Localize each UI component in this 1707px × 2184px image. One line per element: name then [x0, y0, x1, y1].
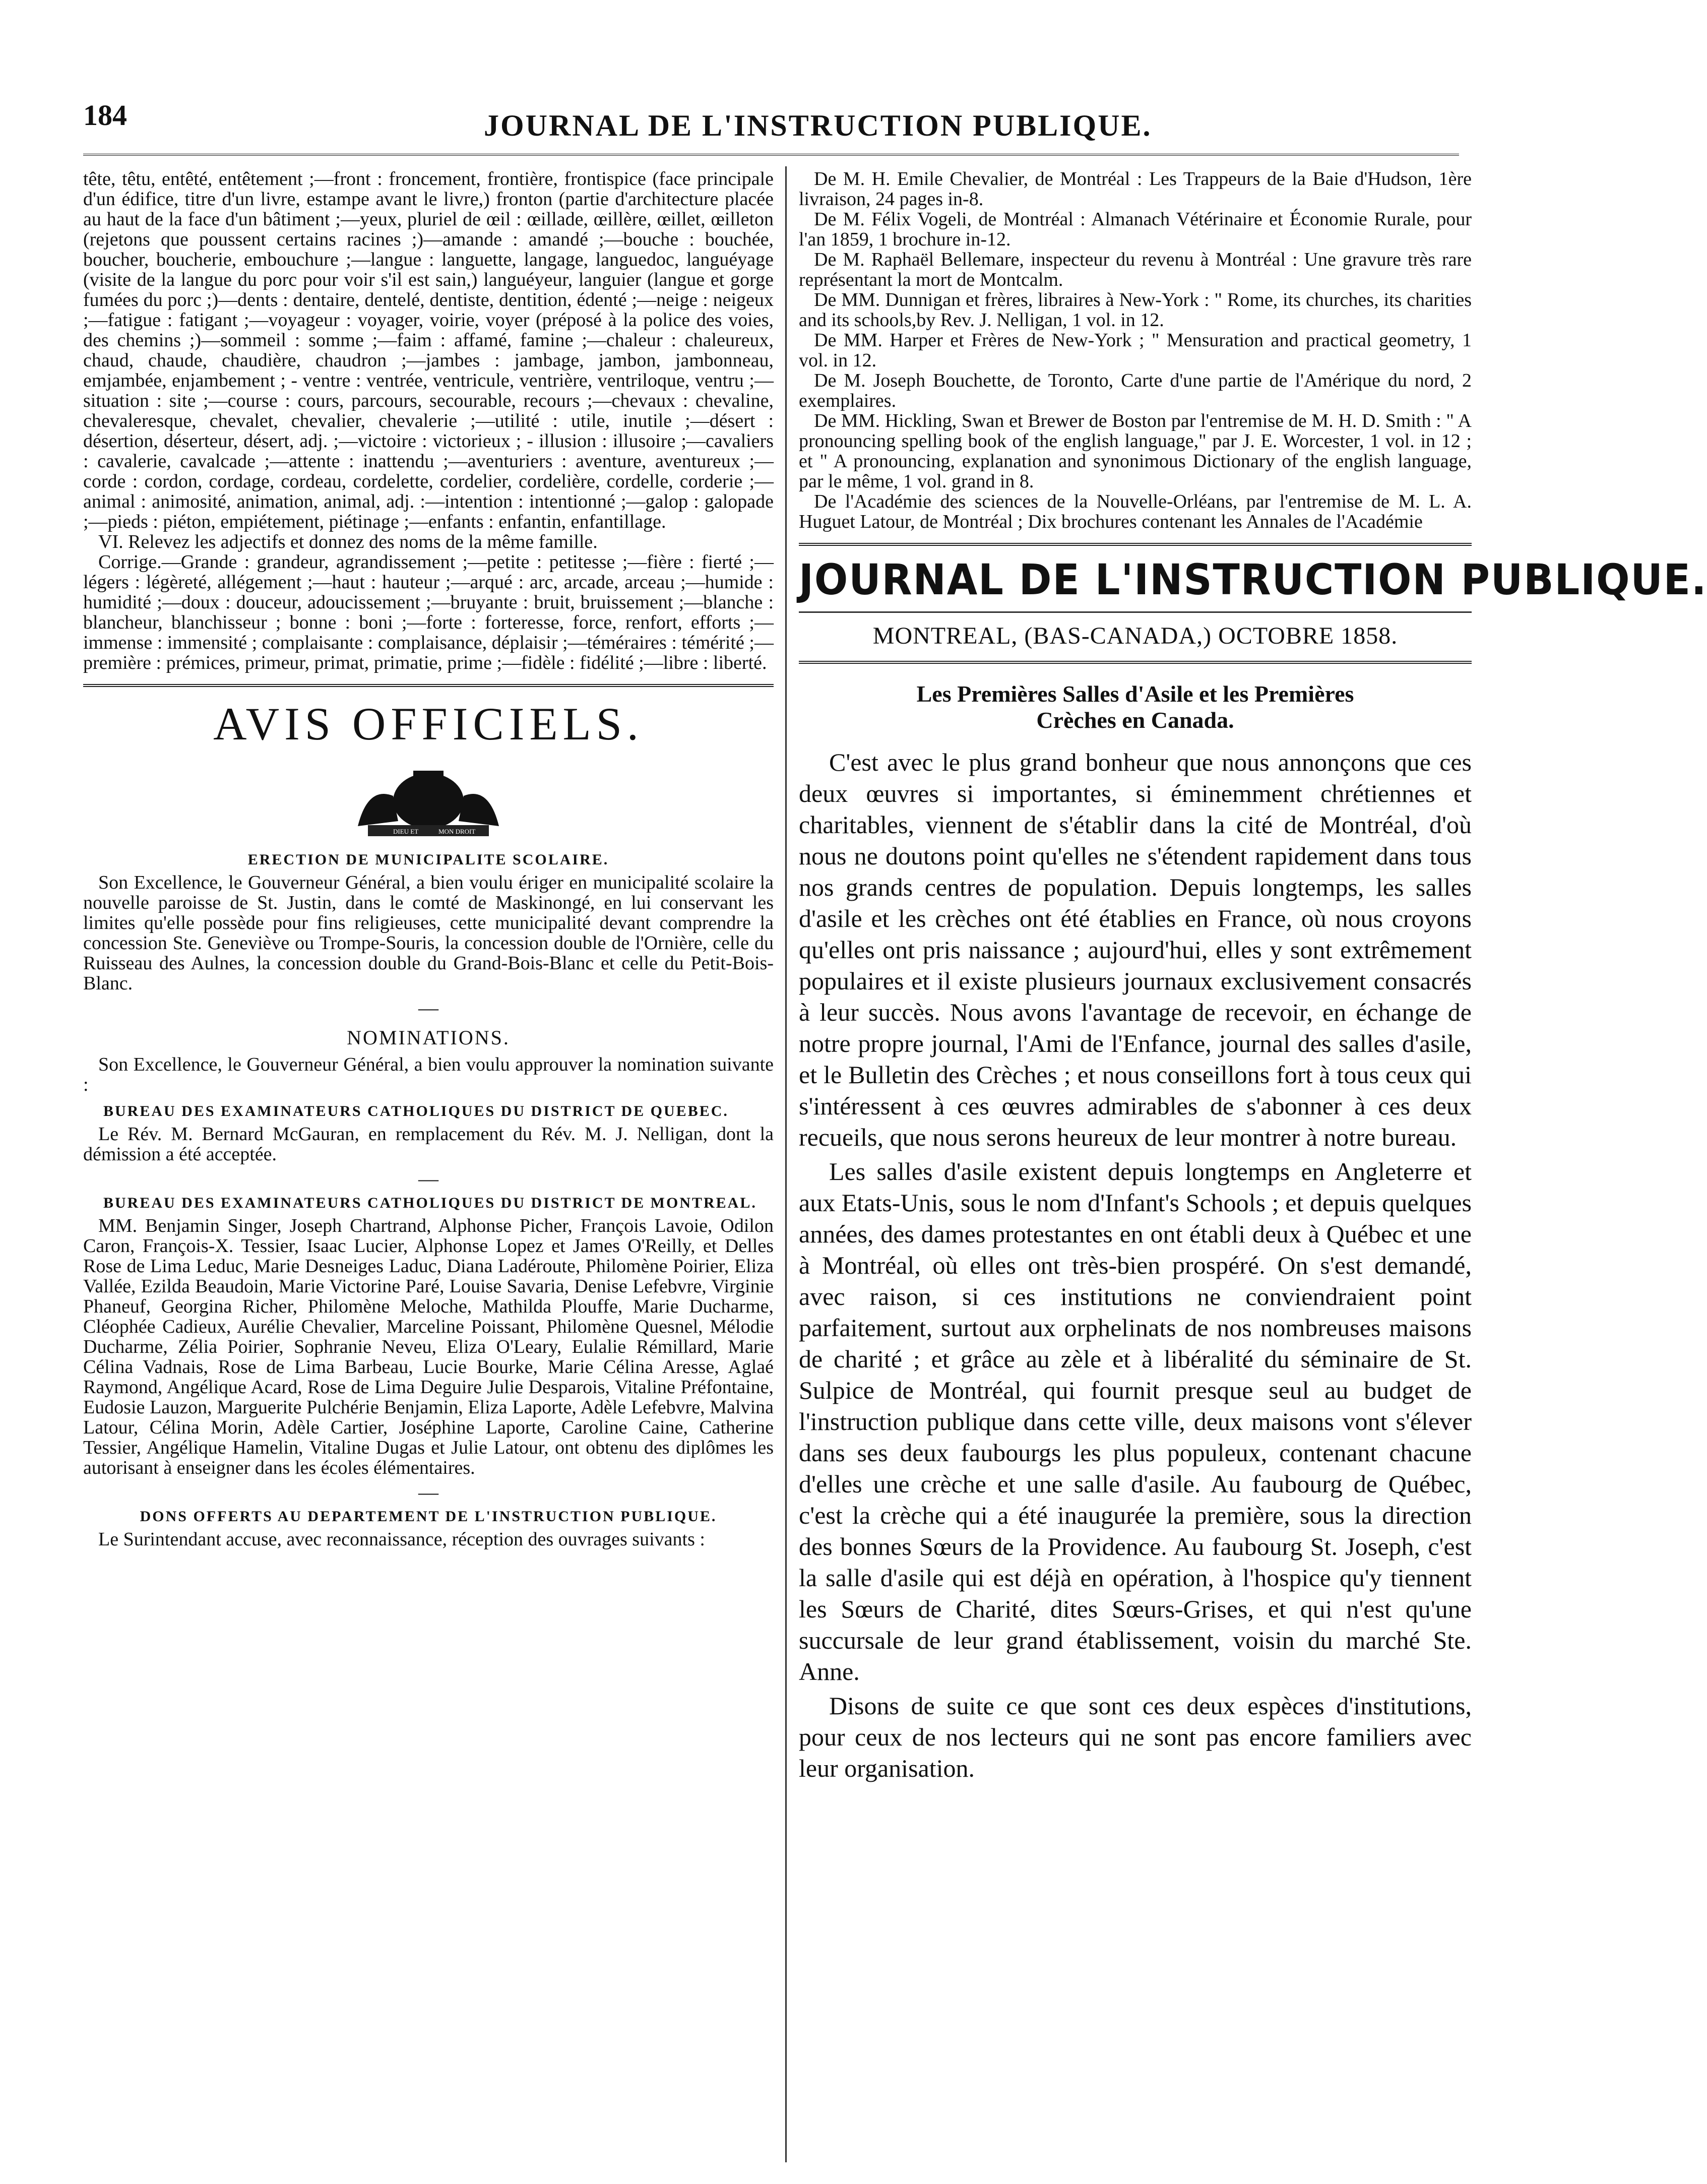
don-entry: De MM. Harper et Frères de New-York ; " Mensuration and practical geometry, 1 vol. in 12.	[799, 330, 1472, 371]
don-entry: De M. Raphaël Bellemare, inspecteur du revenu à Montréal : Une gravure très rare représentant la mort de Montcalm.	[799, 249, 1472, 290]
page-number: 184	[83, 99, 127, 132]
separator-dash: —	[418, 996, 438, 1019]
section-rule	[799, 661, 1472, 664]
separator-dash: —	[418, 1167, 438, 1190]
section-rule	[83, 684, 774, 687]
article-paragraph: C'est avec le plus grand bonheur que nous annonçons que ces deux œuvres si importantes, si éminemment chrétiennes et charitables, viennent de s'établir dans la cité de Montréal, d'où nous ne doutons point qu'elles ne s'étendent rapidement dans tous nos grands centres de population. Depuis longtemps, les salles d'asile et les crèches ont été établies en France, où nous croyons qu'elles ont pris naissance ; aujourd'hui, elles y sont extrêmement populaires et il existe plusieurs journaux exclusivement consacrés à leur succès. Nous avons l'avantage de recevoir, en échange de notre propre journal, l'Ami de l'Enfance, journal des salles d'asile, et le Bulletin des Crèches ; et nous conseillons fort à tous ceux qui s'intéressent à ces œuvres admirables de s'abonner à ces deux recueils, que nous serons heureux de leur montrer à notre bureau.	[799, 748, 1472, 1151]
running-title: JOURNAL DE L'INSTRUCTION PUBLIQUE.	[484, 109, 1152, 142]
section-rule	[799, 543, 1472, 546]
erection-text: Son Excellence, le Gouverneur Général, a bien voulu ériger en municipalité scolaire la nouvelle paroisse de St. Justin, dans le comté de Maskinongé, en lui conservant les limites qu'elle possède pour fins religieuses, cette municipalité devant comprendre la concession Ste. Geneviève ou Trompe-Souris, la concession double de l'Ornière, celle du Ruisseau des Aulnes, la concession double du Grand-Bois-Blanc et celle du Petit-Bois-Blanc.	[83, 872, 774, 994]
masthead-rule	[799, 611, 1472, 613]
dateline: MONTREAL, (BAS-CANADA,) OCTOBRE 1858.	[872, 622, 1398, 649]
crest-motto-right: MON DROIT	[438, 828, 476, 835]
article-paragraph: Disons de suite ce que sont ces deux espèces d'institutions, pour ceux de nos lecteurs qui ne sont pas encore familiers avec leur organisation.	[799, 1692, 1472, 1782]
dons-heading: DONS OFFERTS AU DEPARTEMENT DE L'INSTRUCTION PUBLIQUE.	[140, 1508, 717, 1525]
left-column	[83, 169, 774, 1549]
corrige-paragraph: Corrige.—Grande : grandeur, agrandissement ;—petite : petitesse ;—fière : fierté ;—légers : légèreté, allégement ;—haut : hauteur ;—arqué : arc, arcade, arceau ;—humide : humidité ;—doux : douceur, adoucissement ;—bruyante : bruit, bruissement ;—blanche : blancheur, blanchisseur ; bonne : boni ;—forte : forteresse, force, renfort, efforts ;—immense : immensité ; complaisante : complaisance, déplaisir ;—téméraires : témérité ;—première : prémices, primeur, primat, primatie, prime ;—fidèle : fidélité ;—libre : liberté.	[83, 551, 774, 673]
right-column	[799, 168, 1707, 1787]
article-title-line-1: Les Premières Salles d'Asile et les Premières	[916, 681, 1354, 707]
header-rule	[83, 154, 1459, 156]
don-entry: De l'Académie des sciences de la Nouvelle-Orléans, par l'entremise de M. L. A. Huguet Latour, de Montréal ; Dix brochures contenant les Annales de l'Académie	[799, 491, 1472, 532]
article-paragraph: Les salles d'asile existent depuis longtemps en Angleterre et aux Etats-Unis, sous le nom d'Infant's Schools ; et depuis quelques années, des dames protestantes en ont établi deux à Québec et une à Montréal, où elles ont très-bien prospéré. On s'est demandé, avec raison, si ces institutions ne conviendraient point parfaitement, surtout aux orphelinats de nos nombreuses maisons de charité ; et grâce au zèle et à libéralité du séminaire de St. Sulpice de Montréal, qui fournit presque seul au budget de l'instruction publique dans cette ville, deux maisons vont s'élever dans ses deux faubourgs les plus populeux, contenant chacune d'elles une crèche et une salle d'asile. Au faubourg de Québec, c'est la crèche qui a été inaugurée la première, sous la direction des bonnes Sœurs de la Providence. Au faubourg St. Joseph, c'est la salle d'asile qui est déjà en opération, à l'hospice qu'y tiennent les Sœurs de Charité, dites Sœurs-Grises, et qui n'est qu'une succursale de leur grand établissement, voisin du marché Ste. Anne.	[799, 1157, 1472, 1686]
article-title-line-2: Crèches en Canada.	[1036, 707, 1234, 733]
don-entry: De M. Félix Vogeli, de Montréal : Almanach Vétérinaire et Économie Rurale, pour l'an 1859, 1 brochure in-12.	[799, 209, 1472, 250]
montreal-board-text: MM. Benjamin Singer, Joseph Chartrand, Alphonse Picher, François Lavoie, Odilon Caron, François-X. Tessier, Isaac Lucier, Alphonse Lopez et James O'Reilly, et Delles Rose de Lima Leduc, Marie Desneiges Laduc, Diana Ladéroute, Philomène Poirier, Eliza Vallée, Ezilda Beaudoin, Marie Victorine Paré, Louise Savaria, Denise Lefebvre, Virginie Phaneuf, Georgina Richer, Philomène Meloche, Mathilda Plouffe, Marie Ducharme, Cléophée Cadieux, Aurélie Chevalier, Marceline Poissant, Philomène Quesnel, Mélodie Ducharme, Zélia Poirier, Sophranie Neveu, Eliza O'Leary, Eulalie Rémillard, Marie Célina Vadnais, Rose de Lima Barbeau, Lucie Bourke, Marie Célina Aresse, Aglaé Raymond, Angélique Acard, Rose de Lima Deguire Julie Desparois, Vitaline Préfontaine, Eudosie Lauzon, Marguerite Pulchérie Benjamin, Eliza Laporte, Adèle Lefebvre, Malvina Latour, Célina Morin, Adèle Cartier, Joséphine Laporte, Caroline Caine, Catherine Tessier, Angélique Hamelin, Vitaline Dugas et Julie Latour, ont obtenu des diplômes les autorisant à enseigner dans les écoles élémentaires.	[83, 1215, 774, 1478]
don-entry: De MM. Dunnigan et frères, libraires à New-York : " Rome, its churches, its charities and its schools,by Rev. J. Nelligan, 1 vol. in 12.	[799, 289, 1472, 331]
vocabulary-paragraph: tête, têtu, entêté, entêtement ;—front : froncement, frontière, frontispice (face principale d'un édifice, titre d'un livre, estampe avant le livre,) fronton (partie d'architecture placée au haut de la face d'un bâtiment ;—yeux, pluriel de œil : œillade, œillère, œillet, œilleton (rejetons que poussent certains racines ;)—amande : amandé ;—bouche : bouchée, boucher, boucherie, embouchure ;—langue : languette, langage, languedoc, languéyage (visite de la langue du porc pour voir s'il est sain,) languéyeur, languier (langue et gorge fumées du porc ;)—dents : dentaire, dentelé, dentiste, dentition, édenté ;—neige : neigeux ;—fatigue : fatigant ;—voyageur : voyager, voirie, voyer (préposé à la police des voies, des chemins ;)—sommeil : somme ;—faim : affamé, famine ;—chaleur : chaleureux, chaud, chaude, chaudière, chaudron ;—jambes : jambage, jambon, jambonneau, emjambée, enjambement ; - ventre : ventrée, ventricule, ventrière, ventriloque, ventru ;—situation : site ;—course : cours, parcours, secourable, recours ;—chevaux : chevaline, chevaleresque, chevalet, chevalier, chevalerie ;—utilité : utile, inutile ;—désert : désertion, déserteur, désert, adj. ;—victoire : victorieux ; - illusion : illusoire ;—cavaliers : cavalerie, cavalcade ;—attente : inattendu ;—aventuriers : aventure, aventureux ;—corde : cordon, cordage, cordeau, cordelette, cordelier, cordelière, cordelle, corderie ;—animal : animosité, animation, animal, adj. :—intention : intentionné ;—galop : galopade ;—pieds : piéton, empiétement, piétinage ;—enfants : enfantin, enfantillage.	[83, 168, 774, 532]
royal-arms-icon	[338, 766, 519, 841]
quebec-board-text: Le Rév. M. Bernard McGauran, en remplacement du Rév. M. J. Nelligan, dont la démission a été acceptée.	[83, 1124, 774, 1165]
don-entry: De MM. Hickling, Swan et Brewer de Boston par l'entremise de M. H. D. Smith : " A pronouncing spelling book of the english language," par J. E. Worcester, 1 vol. in 12 ; et " A pronouncing, explanation and synonimous Dictionary of the english language, par le même, 1 vol. grand in 8.	[799, 410, 1472, 492]
article-title	[799, 681, 1472, 733]
nominations-heading: NOMINATIONS.	[347, 1026, 510, 1049]
exercise-heading: VI. Relevez les adjectifs et donnez des noms de la même famille.	[98, 531, 598, 552]
quebec-board-heading: BUREAU DES EXAMINATEURS CATHOLIQUES DU DISTRICT DE QUEBEC.	[103, 1103, 729, 1119]
nominations-intro: Son Excellence, le Gouverneur Général, a bien voulu approuver la nomination suivante :	[83, 1054, 774, 1095]
avis-officiels-title: AVIS OFFICIELS.	[213, 698, 644, 750]
masthead-title: JOURNAL DE L'INSTRUCTION PUBLIQUE.	[799, 555, 1707, 604]
don-entry: De M. Joseph Bouchette, de Toronto, Carte d'une partie de l'Amérique du nord, 2 exemplaires.	[799, 370, 1472, 411]
dons-text: Le Surintendant accuse, avec reconnaissance, réception des ouvrages suivants :	[98, 1529, 705, 1550]
column-divider	[785, 166, 787, 2162]
don-entry: De M. H. Emile Chevalier, de Montréal : Les Trappeurs de la Baie d'Hudson, 1ère livraison, 24 pages in-8.	[799, 168, 1472, 210]
crest-motto-left: DIEU ET	[393, 828, 419, 835]
montreal-board-heading: BUREAU DES EXAMINATEURS CATHOLIQUES DU DISTRICT DE MONTREAL.	[103, 1195, 757, 1211]
erection-heading: ERECTION DE MUNICIPALITE SCOLAIRE.	[247, 851, 609, 868]
separator-dash: —	[418, 1481, 438, 1504]
